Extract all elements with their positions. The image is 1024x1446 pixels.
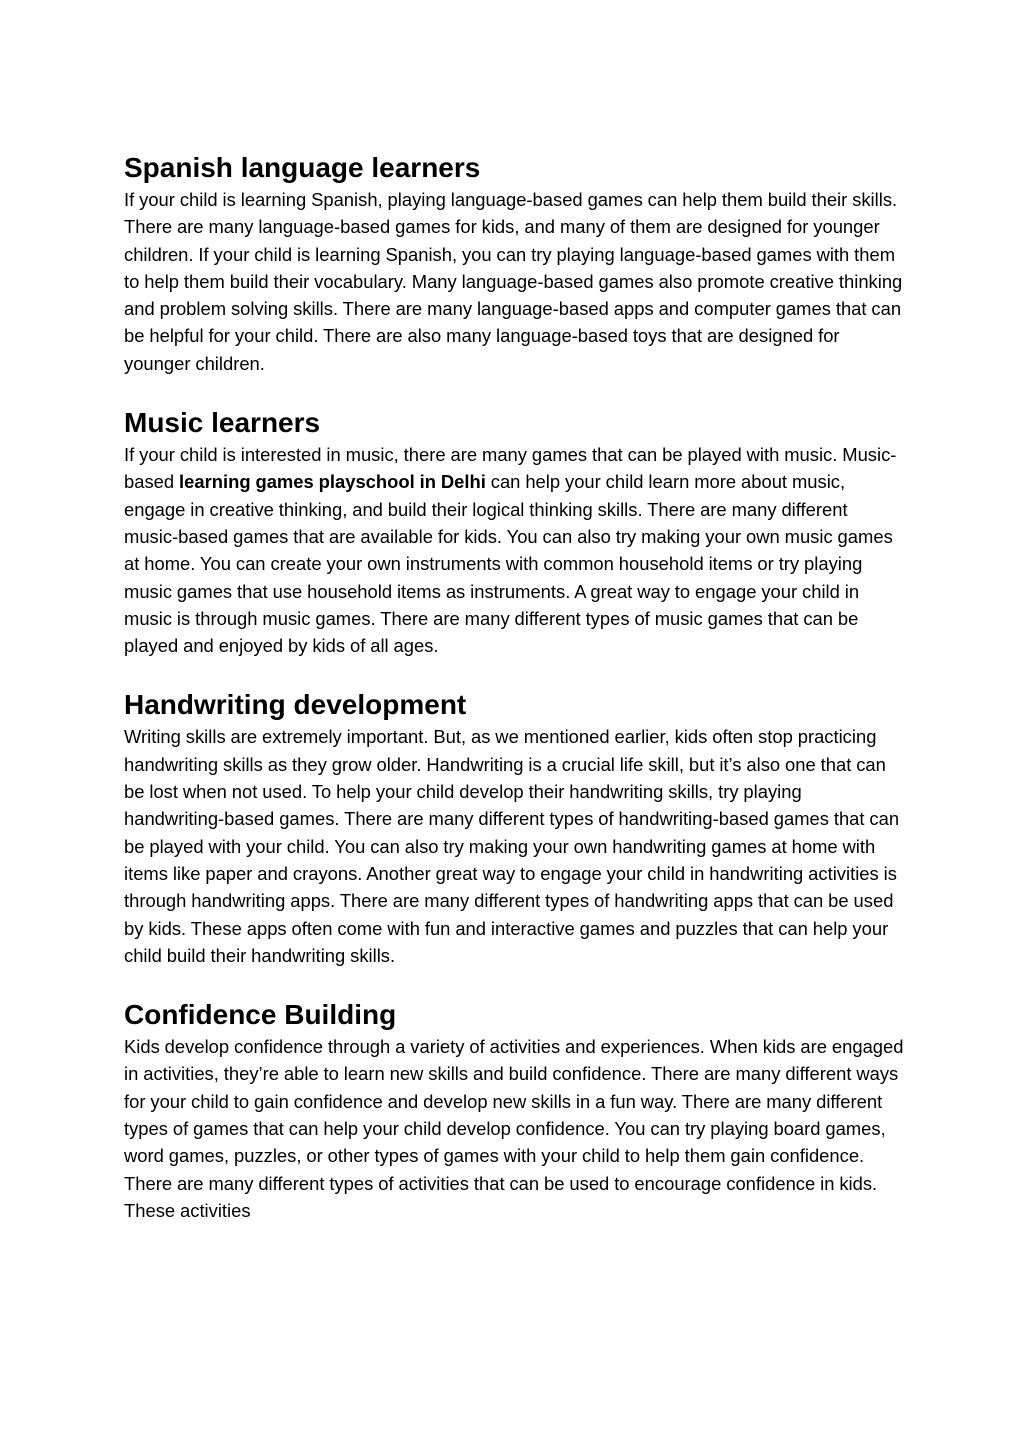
section-heading: Confidence Building [124,999,397,1031]
bold-keyword: learning games playschool in Delhi [179,471,486,493]
section-spanish-language-learners [124,150,904,377]
section-handwriting-development [124,687,904,969]
section-music-learners [124,405,904,659]
section-paragraph [124,441,904,659]
section-confidence-building [124,997,904,1224]
section-heading: Music learners [124,407,321,439]
section-paragraph: If your child is learning Spanish, playing language-based games can help them build their skills. There are many language-based games for kids, and many of them are designed for younger children. If your child is learning Spanish, you can try playing language-based games with them to help them build their vocabulary. Many language-based games also promote creative thinking and problem solving skills. There are many language-based apps and computer games that can be helpful for your child. There are also many language-based toys that are designed for younger children. [124,189,903,374]
section-paragraph: Writing skills are extremely important. But, as we mentioned earlier, kids often stop practicing handwriting skills as they grow older. Handwriting is a crucial life skill, but it’s also one that can be lost when not used. To help your child develop their handwriting skills, try playing handwriting-based games. There are many different types of handwriting-based games that can be played with your child. You can also try making your own handwriting games at home with items like paper and crayons. Another great way to engage your child in handwriting activities is through handwriting apps. There are many different types of handwriting apps that can be used by kids. These apps often come with fun and interactive games and puzzles that can help your child build their handwriting skills. [124,726,900,966]
section-paragraph: Kids develop confidence through a variety of activities and experiences. When kids are engaged in activities, they’re able to learn new skills and build confidence. There are many different ways for your child to gain confidence and develop new skills in a fun way. There are many different types of games that can help your child develop confidence. You can try playing board games, word games, puzzles, or other types of games with your child to help them gain confidence. There are many different types of activities that can be used to encourage confidence in kids. These activities [124,1036,904,1221]
section-heading: Handwriting development [124,689,467,721]
paragraph-text: If your child is interested in music, there are many games that can be played with music. Music-based [124,444,897,493]
document-page [124,150,904,1252]
paragraph-text: can help your child learn more about music, engage in creative thinking, and build their logical thinking skills. There are many different music-based games that are available for kids. You can also try making your own music games at home. You can create your own instruments with common household items or try playing music games that use household items as instruments. A great way to engage your child in music is through music games. There are many different types of music games that can be played and enjoyed by kids of all ages. [124,471,893,657]
section-heading: Spanish language learners [124,152,481,183]
